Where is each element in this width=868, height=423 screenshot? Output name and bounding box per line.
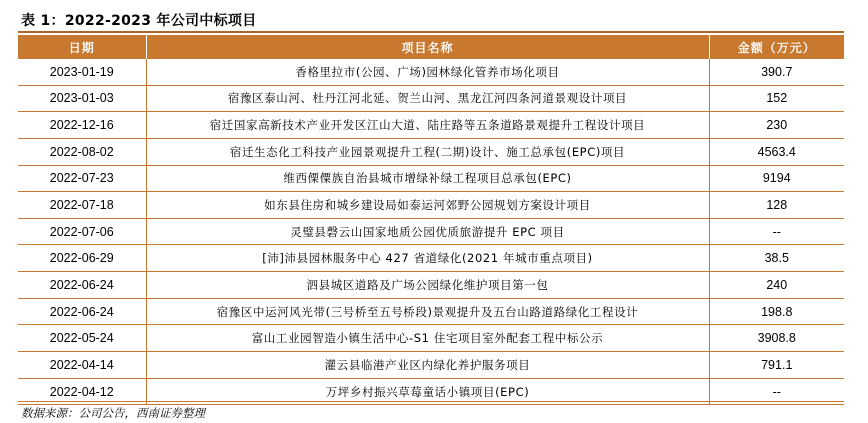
table-row <box>18 165 844 192</box>
row-project-name: 富山工业园智造小镇生活中心-S1 住宅项目室外配套工程中标公示 <box>146 325 709 352</box>
row-date: 2023-01-03 <box>18 85 146 112</box>
row-project-name: 宿豫区泰山河、杜丹江河北延、贺兰山河、黑龙江河四条河道景观设计项目 <box>146 85 709 112</box>
row-date: 2022-06-24 <box>18 272 146 299</box>
row-date: 2022-06-24 <box>18 298 146 325</box>
table-row <box>18 218 844 245</box>
row-date: 2023-01-19 <box>18 59 146 85</box>
row-date: 2022-12-16 <box>18 112 146 139</box>
row-amount: 3908.8 <box>709 325 844 352</box>
row-amount: 9194 <box>709 165 844 192</box>
row-date: 2022-04-12 <box>18 378 146 405</box>
table-row <box>18 112 844 139</box>
row-date: 2022-07-23 <box>18 165 146 192</box>
row-project-name: 宿迁生态化工科技产业园景观提升工程(二期)设计、施工总承包(EPC)项目 <box>146 138 709 165</box>
table-row <box>18 245 844 272</box>
row-project-name: 宿迁国家高新技术产业开发区江山大道、陆庄路等五条道路景观提升工程设计项目 <box>146 112 709 139</box>
header-project-name: 项目名称 <box>146 35 709 59</box>
row-project-name: 如东县住房和城乡建设局如泰运河郊野公园规划方案设计项目 <box>146 192 709 219</box>
row-project-name: 灵璧县磬云山国家地质公园优质旅游提升 EPC 项目 <box>146 218 709 245</box>
row-project-name: 灌云县临港产业区内绿化养护服务项目 <box>146 352 709 379</box>
table-row <box>18 138 844 165</box>
row-amount: 791.1 <box>709 352 844 379</box>
table-row <box>18 85 844 112</box>
row-date: 2022-07-18 <box>18 192 146 219</box>
row-amount: 198.8 <box>709 298 844 325</box>
bottom-divider <box>18 401 844 402</box>
row-amount: 4563.4 <box>709 138 844 165</box>
row-amount: 390.7 <box>709 59 844 85</box>
row-project-name: [沛]沛县园林服务中心 427 省道绿化(2021 年城市重点项目) <box>146 245 709 272</box>
table-row <box>18 272 844 299</box>
table-header-row <box>18 35 844 59</box>
row-project-name: 万坪乡村振兴草莓童话小镇项目(EPC) <box>146 378 709 405</box>
row-amount: 230 <box>709 112 844 139</box>
row-amount: 152 <box>709 85 844 112</box>
row-amount: 128 <box>709 192 844 219</box>
row-date: 2022-04-14 <box>18 352 146 379</box>
table-row <box>18 298 844 325</box>
row-amount: 240 <box>709 272 844 299</box>
row-amount: -- <box>709 218 844 245</box>
row-project-name: 香格里拉市(公园、广场)园林绿化管养市场化项目 <box>146 59 709 85</box>
table-row <box>18 325 844 352</box>
row-amount: -- <box>709 378 844 405</box>
table-title: 表 1：2022-2023 年公司中标项目 <box>21 13 257 29</box>
header-date: 日期 <box>18 35 146 59</box>
row-project-name: 宿豫区中运河风光带(三号桥至五号桥段)景观提升及五台山路道路绿化工程设计 <box>146 298 709 325</box>
row-date: 2022-06-29 <box>18 245 146 272</box>
header-amount: 金额（万元） <box>709 35 844 59</box>
source-note: 数据来源：公司公告，西南证券整理 <box>21 406 205 420</box>
row-amount: 38.5 <box>709 245 844 272</box>
table-row <box>18 352 844 379</box>
row-date: 2022-05-24 <box>18 325 146 352</box>
row-date: 2022-08-02 <box>18 138 146 165</box>
table-row <box>18 192 844 219</box>
row-project-name: 泗县城区道路及广场公园绿化维护项目第一包 <box>146 272 709 299</box>
bid-projects-table <box>18 35 844 405</box>
row-date: 2022-07-06 <box>18 218 146 245</box>
table-row <box>18 59 844 85</box>
title-divider <box>18 31 844 33</box>
row-project-name: 维西傈僳族自治县城市增绿补绿工程项目总承包(EPC) <box>146 165 709 192</box>
